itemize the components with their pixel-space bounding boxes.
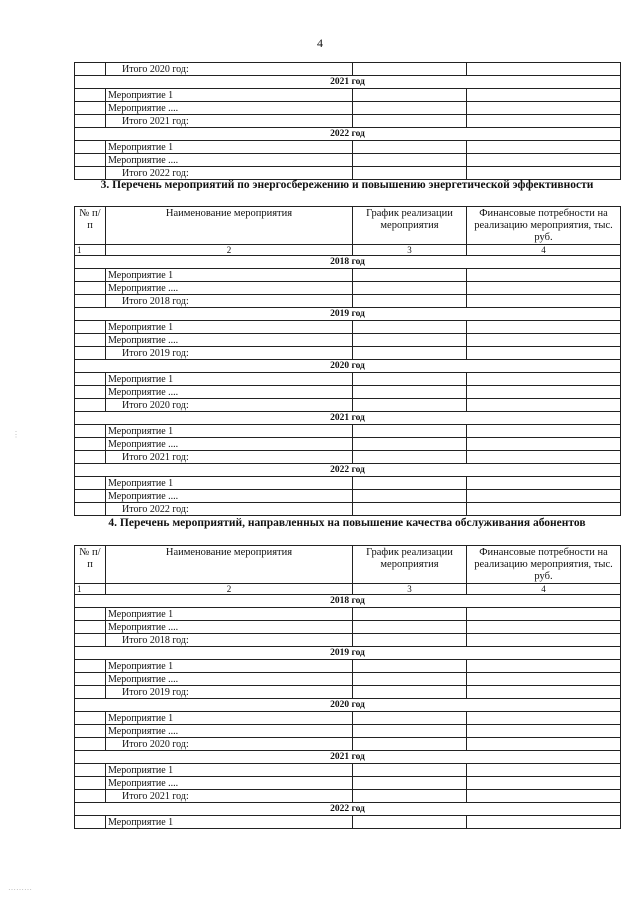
total-row <box>75 738 621 751</box>
row-number-cell <box>75 102 106 115</box>
row-number-cell <box>75 63 106 76</box>
schedule-cell <box>353 686 467 699</box>
schedule-cell <box>353 63 467 76</box>
year-heading: 2021 год <box>75 76 621 89</box>
row-number-cell <box>75 764 106 777</box>
schedule-cell <box>353 634 467 647</box>
schedule-cell <box>353 490 467 503</box>
column-number: 4 <box>467 584 621 595</box>
row-number-cell <box>75 712 106 725</box>
finance-cell <box>467 777 621 790</box>
finance-cell <box>467 490 621 503</box>
finance-cell <box>467 282 621 295</box>
event-name-cell: Итого 2022 год: <box>106 167 353 180</box>
finance-cell <box>467 503 621 516</box>
finance-cell <box>467 269 621 282</box>
table-body <box>75 63 621 180</box>
finance-cell <box>467 477 621 490</box>
year-heading: 2022 год <box>75 803 621 816</box>
schedule-cell <box>353 154 467 167</box>
schedule-cell <box>353 608 467 621</box>
total-row <box>75 503 621 516</box>
schedule-cell <box>353 777 467 790</box>
event-row <box>75 386 621 399</box>
row-number-cell <box>75 321 106 334</box>
schedule-cell <box>353 347 467 360</box>
schedule-cell <box>353 725 467 738</box>
row-number-cell <box>75 89 106 102</box>
row-number-cell <box>75 438 106 451</box>
header-name: Наименование мероприятия <box>106 207 353 245</box>
event-row <box>75 321 621 334</box>
table-continued <box>74 62 621 180</box>
row-number-cell <box>75 634 106 647</box>
finance-cell <box>467 438 621 451</box>
row-number-cell <box>75 490 106 503</box>
row-number-cell <box>75 141 106 154</box>
event-row <box>75 660 621 673</box>
schedule-cell <box>353 399 467 412</box>
event-name-cell: Мероприятие .... <box>106 621 353 634</box>
total-row <box>75 63 621 76</box>
row-number-cell <box>75 282 106 295</box>
section-3-title: 3. Перечень мероприятий по энергосбережению и повышению энергетической эффективности <box>100 179 594 191</box>
event-name-cell: Мероприятие .... <box>106 673 353 686</box>
event-row <box>75 141 621 154</box>
schedule-cell <box>353 321 467 334</box>
event-name-cell: Итого 2022 год: <box>106 503 353 516</box>
finance-cell <box>467 386 621 399</box>
event-name-cell: Мероприятие 1 <box>106 141 353 154</box>
finance-cell <box>467 725 621 738</box>
schedule-cell <box>353 295 467 308</box>
row-number-cell <box>75 790 106 803</box>
event-name-cell: Итого 2019 год: <box>106 686 353 699</box>
schedule-cell <box>353 373 467 386</box>
schedule-cell <box>353 764 467 777</box>
event-row <box>75 438 621 451</box>
event-name-cell: Мероприятие 1 <box>106 321 353 334</box>
event-row <box>75 282 621 295</box>
event-name-cell: Мероприятие 1 <box>106 89 353 102</box>
event-name-cell: Мероприятие .... <box>106 490 353 503</box>
schedule-cell <box>353 451 467 464</box>
schedule-cell <box>353 621 467 634</box>
event-row <box>75 621 621 634</box>
schedule-cell <box>353 816 467 829</box>
event-name-cell: Мероприятие 1 <box>106 425 353 438</box>
schedule-cell <box>353 790 467 803</box>
schedule-cell <box>353 712 467 725</box>
event-name-cell: Мероприятие .... <box>106 334 353 347</box>
row-number-cell <box>75 115 106 128</box>
finance-cell <box>467 634 621 647</box>
row-number-cell <box>75 451 106 464</box>
header-schedule: График реализации мероприятия <box>353 207 467 245</box>
row-number-cell <box>75 660 106 673</box>
event-name-cell: Мероприятие 1 <box>106 373 353 386</box>
finance-cell <box>467 660 621 673</box>
finance-cell <box>467 295 621 308</box>
header-finance: Финансовые потребности на реализацию мероприятия, тыс. руб. <box>467 546 621 584</box>
section-4-title: 4. Перечень мероприятий, направленных на повышение качества обслуживания абонентов <box>108 517 586 529</box>
year-heading: 2021 год <box>75 412 621 425</box>
event-name-cell: Итого 2018 год: <box>106 634 353 647</box>
event-row <box>75 89 621 102</box>
header-schedule: График реализации мероприятия <box>353 546 467 584</box>
column-number: 1 <box>75 584 106 595</box>
column-number: 3 <box>353 245 467 256</box>
row-number-cell <box>75 503 106 516</box>
row-number-cell <box>75 295 106 308</box>
schedule-cell <box>353 503 467 516</box>
year-heading: 2020 год <box>75 699 621 712</box>
year-row <box>75 464 621 477</box>
column-number-row <box>75 245 621 256</box>
scan-artifact: ⋮ <box>12 430 20 439</box>
event-name-cell: Мероприятие 1 <box>106 816 353 829</box>
year-row <box>75 699 621 712</box>
row-number-cell <box>75 816 106 829</box>
finance-cell <box>467 347 621 360</box>
event-name-cell: Мероприятие .... <box>106 777 353 790</box>
total-row <box>75 634 621 647</box>
table-body <box>75 546 621 829</box>
finance-cell <box>467 373 621 386</box>
finance-cell <box>467 425 621 438</box>
year-row <box>75 803 621 816</box>
event-row <box>75 816 621 829</box>
total-row <box>75 115 621 128</box>
year-row <box>75 360 621 373</box>
event-name-cell: Итого 2020 год: <box>106 63 353 76</box>
row-number-cell <box>75 373 106 386</box>
year-row <box>75 256 621 269</box>
column-number: 2 <box>106 584 353 595</box>
event-row <box>75 777 621 790</box>
total-row <box>75 451 621 464</box>
event-name-cell: Мероприятие 1 <box>106 764 353 777</box>
row-number-cell <box>75 686 106 699</box>
table-section-3 <box>74 206 621 516</box>
schedule-cell <box>353 102 467 115</box>
finance-cell <box>467 764 621 777</box>
event-name-cell: Мероприятие .... <box>106 282 353 295</box>
schedule-cell <box>353 115 467 128</box>
finance-cell <box>467 321 621 334</box>
total-row <box>75 686 621 699</box>
column-number: 1 <box>75 245 106 256</box>
event-row <box>75 673 621 686</box>
schedule-cell <box>353 738 467 751</box>
total-row <box>75 790 621 803</box>
schedule-cell <box>353 673 467 686</box>
event-row <box>75 608 621 621</box>
event-row <box>75 490 621 503</box>
total-row <box>75 295 621 308</box>
year-heading: 2019 год <box>75 647 621 660</box>
event-row <box>75 712 621 725</box>
event-row <box>75 477 621 490</box>
schedule-cell <box>353 141 467 154</box>
event-name-cell: Итого 2021 год: <box>106 451 353 464</box>
finance-cell <box>467 63 621 76</box>
event-name-cell: Итого 2019 год: <box>106 347 353 360</box>
finance-cell <box>467 141 621 154</box>
row-number-cell <box>75 167 106 180</box>
finance-cell <box>467 686 621 699</box>
finance-cell <box>467 167 621 180</box>
year-heading: 2022 год <box>75 464 621 477</box>
finance-cell <box>467 115 621 128</box>
event-row <box>75 102 621 115</box>
event-name-cell: Итого 2020 год: <box>106 738 353 751</box>
schedule-cell <box>353 438 467 451</box>
event-name-cell: Мероприятие .... <box>106 154 353 167</box>
finance-cell <box>467 334 621 347</box>
event-name-cell: Мероприятие .... <box>106 725 353 738</box>
event-name-cell: Мероприятие .... <box>106 102 353 115</box>
header-finance: Финансовые потребности на реализацию мероприятия, тыс. руб. <box>467 207 621 245</box>
finance-cell <box>467 608 621 621</box>
finance-cell <box>467 738 621 751</box>
year-heading: 2019 год <box>75 308 621 321</box>
year-heading: 2018 год <box>75 595 621 608</box>
scan-artifact: ⋯⋯⋯ <box>8 885 32 894</box>
schedule-cell <box>353 334 467 347</box>
finance-cell <box>467 621 621 634</box>
column-number: 3 <box>353 584 467 595</box>
row-number-cell <box>75 673 106 686</box>
year-heading: 2018 год <box>75 256 621 269</box>
total-row <box>75 167 621 180</box>
row-number-cell <box>75 777 106 790</box>
total-row <box>75 347 621 360</box>
row-number-cell <box>75 608 106 621</box>
event-name-cell: Итого 2021 год: <box>106 115 353 128</box>
header-num: № п/п <box>75 207 106 245</box>
page-number: 4 <box>317 36 323 50</box>
row-number-cell <box>75 738 106 751</box>
row-number-cell <box>75 334 106 347</box>
row-number-cell <box>75 399 106 412</box>
event-name-cell: Итого 2020 год: <box>106 399 353 412</box>
total-row <box>75 399 621 412</box>
event-name-cell: Мероприятие 1 <box>106 608 353 621</box>
column-number: 2 <box>106 245 353 256</box>
schedule-cell <box>353 386 467 399</box>
year-heading: 2021 год <box>75 751 621 764</box>
finance-cell <box>467 816 621 829</box>
finance-cell <box>467 102 621 115</box>
event-name-cell: Мероприятие .... <box>106 386 353 399</box>
schedule-cell <box>353 477 467 490</box>
column-number-row <box>75 584 621 595</box>
row-number-cell <box>75 725 106 738</box>
row-number-cell <box>75 269 106 282</box>
finance-cell <box>467 790 621 803</box>
year-row <box>75 751 621 764</box>
schedule-cell <box>353 167 467 180</box>
year-heading: 2020 год <box>75 360 621 373</box>
year-row <box>75 647 621 660</box>
column-number: 4 <box>467 245 621 256</box>
header-name: Наименование мероприятия <box>106 546 353 584</box>
table-section-4 <box>74 545 621 829</box>
header-num: № п/п <box>75 546 106 584</box>
event-row <box>75 154 621 167</box>
row-number-cell <box>75 386 106 399</box>
event-name-cell: Итого 2018 год: <box>106 295 353 308</box>
event-row <box>75 725 621 738</box>
event-name-cell: Мероприятие .... <box>106 438 353 451</box>
table-body <box>75 207 621 516</box>
finance-cell <box>467 399 621 412</box>
finance-cell <box>467 154 621 167</box>
finance-cell <box>467 451 621 464</box>
year-row <box>75 595 621 608</box>
schedule-cell <box>353 269 467 282</box>
schedule-cell <box>353 425 467 438</box>
event-row <box>75 373 621 386</box>
event-name-cell: Мероприятие 1 <box>106 660 353 673</box>
event-name-cell: Мероприятие 1 <box>106 269 353 282</box>
schedule-cell <box>353 660 467 673</box>
event-row <box>75 764 621 777</box>
year-row <box>75 128 621 141</box>
year-row <box>75 412 621 425</box>
row-number-cell <box>75 477 106 490</box>
row-number-cell <box>75 425 106 438</box>
finance-cell <box>467 89 621 102</box>
event-row <box>75 334 621 347</box>
year-row <box>75 308 621 321</box>
schedule-cell <box>353 282 467 295</box>
year-row <box>75 76 621 89</box>
event-name-cell: Мероприятие 1 <box>106 712 353 725</box>
event-row <box>75 425 621 438</box>
row-number-cell <box>75 621 106 634</box>
event-row <box>75 269 621 282</box>
year-heading: 2022 год <box>75 128 621 141</box>
header-row <box>75 546 621 584</box>
event-name-cell: Мероприятие 1 <box>106 477 353 490</box>
schedule-cell <box>353 89 467 102</box>
finance-cell <box>467 712 621 725</box>
finance-cell <box>467 673 621 686</box>
event-name-cell: Итого 2021 год: <box>106 790 353 803</box>
header-row <box>75 207 621 245</box>
row-number-cell <box>75 154 106 167</box>
row-number-cell <box>75 347 106 360</box>
